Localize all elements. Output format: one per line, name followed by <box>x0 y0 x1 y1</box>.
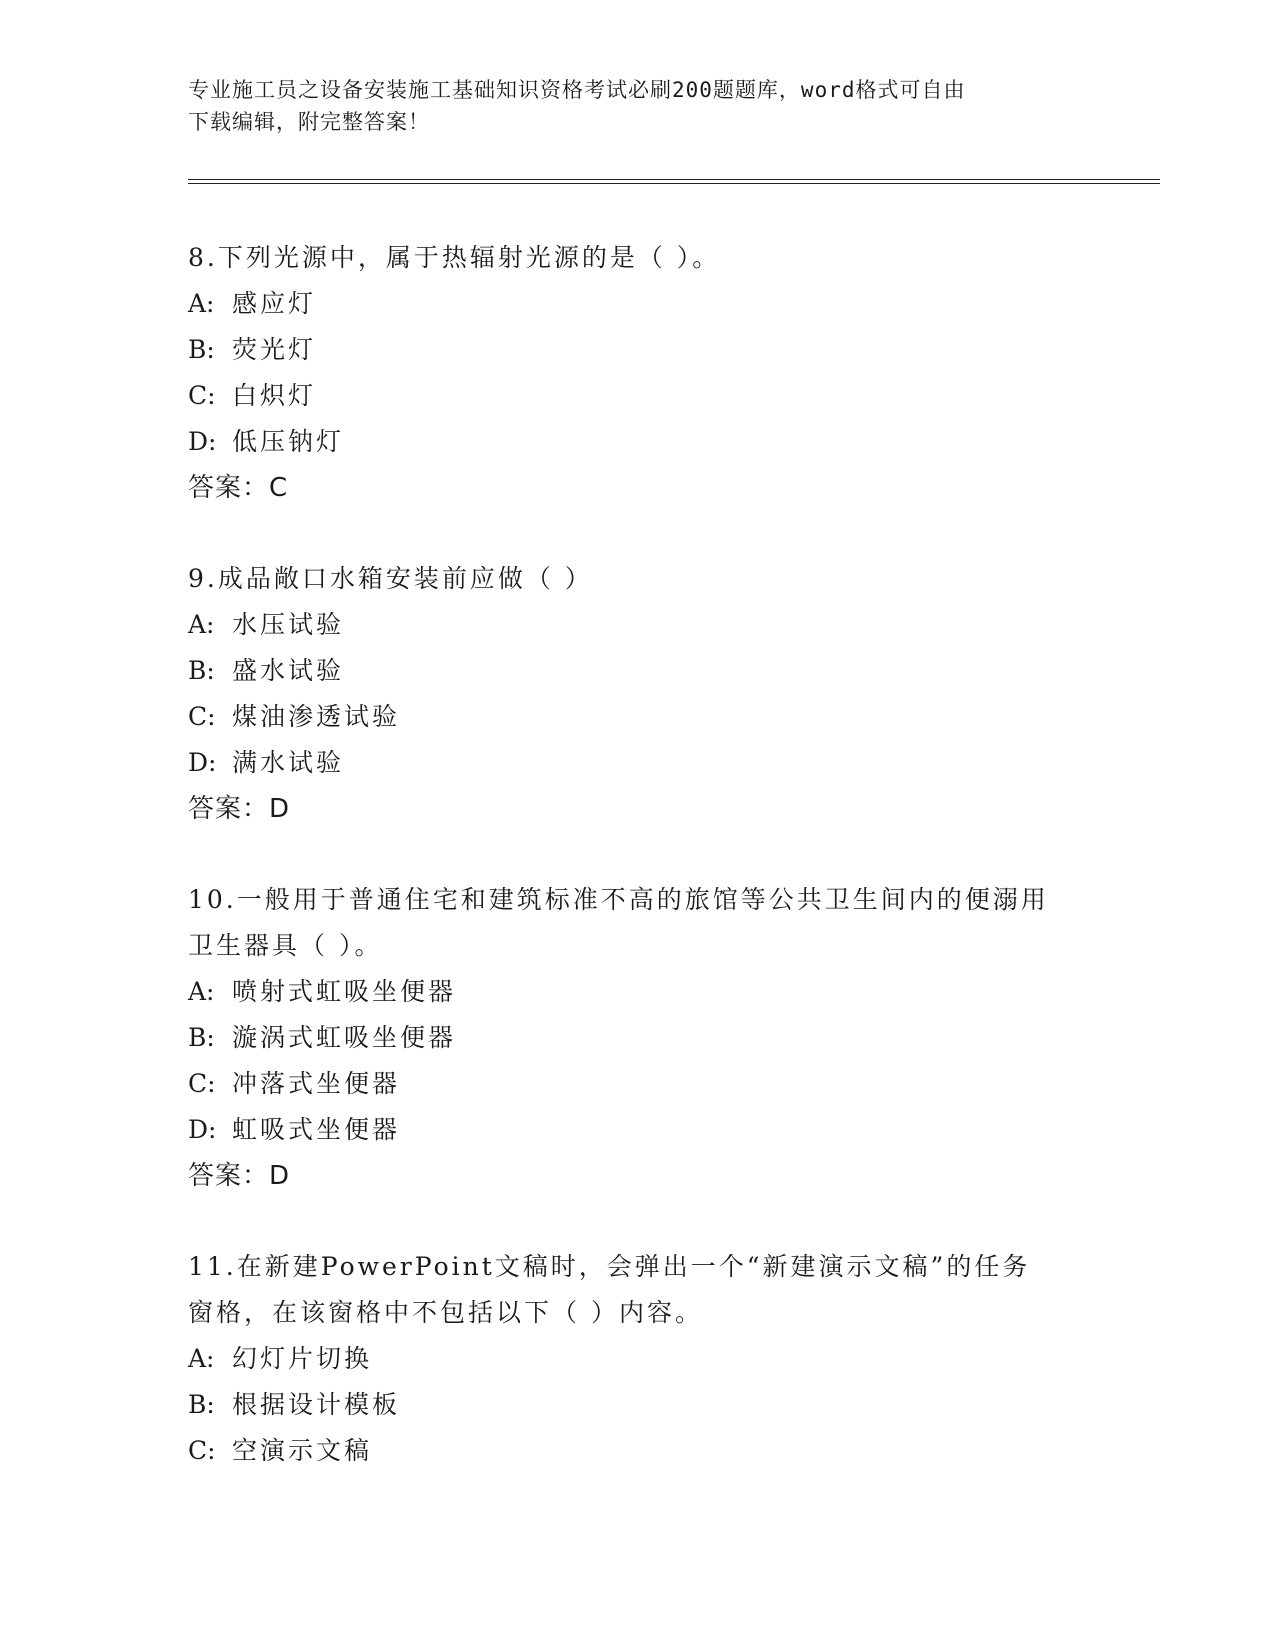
question-8 <box>188 235 1088 511</box>
option-d <box>188 1107 1088 1153</box>
header-line-1: 专业施工员之设备安装施工基础知识资格考试必刷200题题库，word格式可自由 <box>188 78 966 102</box>
option-text: 煤油渗透试验 <box>232 702 401 731</box>
question-text: 8.下列光源中，属于热辐射光源的是（ ）。 <box>188 243 721 272</box>
option-letter: D: <box>188 427 217 456</box>
option-text: 感应灯 <box>232 289 317 318</box>
option-b <box>188 648 1088 694</box>
option-c <box>188 373 1088 419</box>
option-a <box>188 1336 1088 1382</box>
option-d <box>188 740 1088 786</box>
document-header <box>188 74 1068 138</box>
question-10 <box>188 877 1088 1199</box>
option-text: 根据设计模板 <box>232 1390 401 1419</box>
option-text: 水压试验 <box>232 610 345 639</box>
option-letter: B: <box>188 335 215 364</box>
question-text-line-1: 11.在新建PowerPoint文稿时，会弹出一个“新建演示文稿”的任务 <box>188 1252 1031 1281</box>
option-text: 幻灯片切换 <box>232 1344 373 1373</box>
option-c <box>188 1061 1088 1107</box>
option-letter: B: <box>188 656 215 685</box>
option-letter: C: <box>188 381 216 410</box>
question-text-line-2: 卫生器具（ ）。 <box>188 931 383 960</box>
question-9 <box>188 556 1088 832</box>
option-a <box>188 602 1088 648</box>
option-letter: A: <box>188 289 215 318</box>
option-text: 虹吸式坐便器 <box>232 1115 401 1144</box>
header-line-2: 下载编辑，附完整答案！ <box>188 110 430 134</box>
option-d <box>188 419 1088 465</box>
option-letter: C: <box>188 702 216 731</box>
option-b <box>188 327 1088 373</box>
question-text-line-2: 窗格，在该窗格中不包括以下（ ）内容。 <box>188 1298 703 1327</box>
option-letter: A: <box>188 1344 215 1373</box>
option-letter: B: <box>188 1390 215 1419</box>
option-letter: D: <box>188 1115 217 1144</box>
option-text: 白炽灯 <box>232 381 317 410</box>
option-letter: A: <box>188 977 215 1006</box>
option-text: 荧光灯 <box>232 335 317 364</box>
answer: 答案：D <box>188 1161 291 1191</box>
option-c <box>188 694 1088 740</box>
option-text: 喷射式虹吸坐便器 <box>232 977 457 1006</box>
option-text: 满水试验 <box>232 748 345 777</box>
question-11 <box>188 1244 1088 1474</box>
option-letter: D: <box>188 748 217 777</box>
option-a <box>188 281 1088 327</box>
answer: 答案：C <box>188 473 289 503</box>
option-text: 盛水试验 <box>232 656 345 685</box>
header-rule-bottom <box>188 183 1160 184</box>
option-letter: B: <box>188 1023 215 1052</box>
option-c <box>188 1428 1088 1474</box>
header-rule-top <box>188 179 1160 180</box>
option-letter: C: <box>188 1069 216 1098</box>
option-b <box>188 1015 1088 1061</box>
option-b <box>188 1382 1088 1428</box>
option-text: 冲落式坐便器 <box>232 1069 401 1098</box>
question-text-line-1: 10.一般用于普通住宅和建筑标准不高的旅馆等公共卫生间内的便溺用 <box>188 885 1049 914</box>
option-text: 空演示文稿 <box>232 1436 373 1465</box>
question-text: 9.成品敞口水箱安装前应做（ ） <box>188 564 593 593</box>
answer: 答案：D <box>188 794 291 824</box>
option-text: 漩涡式虹吸坐便器 <box>232 1023 457 1052</box>
option-letter: A: <box>188 610 215 639</box>
option-a <box>188 969 1088 1015</box>
option-text: 低压钠灯 <box>232 427 345 456</box>
option-letter: C: <box>188 1436 216 1465</box>
